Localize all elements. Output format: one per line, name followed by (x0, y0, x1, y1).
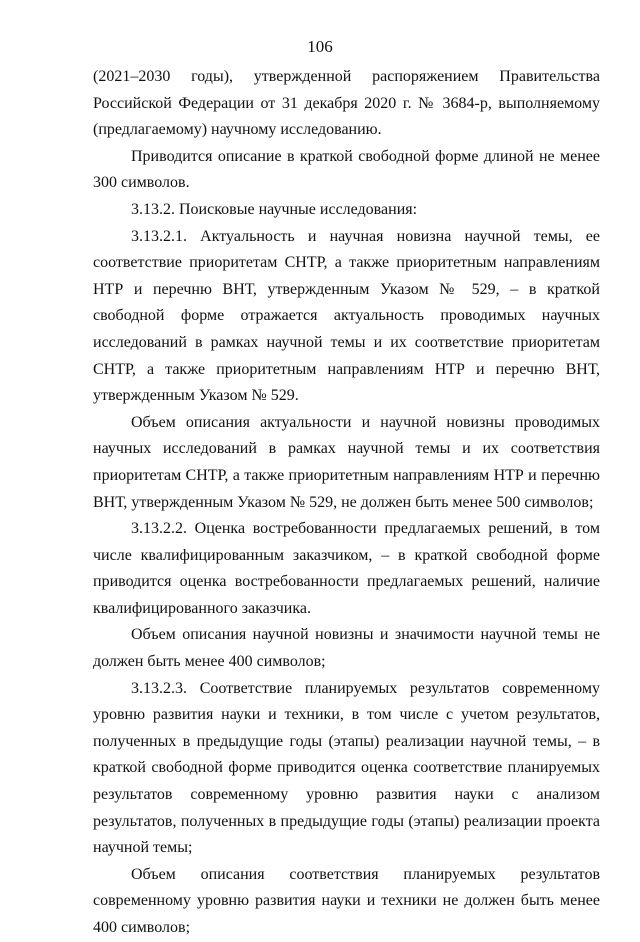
paragraph: Объем описания соответствия планируемых результатов современному уровню развития науки и техники не должен быть менее 400 символов; (93, 865, 600, 936)
paragraph: 3.13.2.2. Оценка востребованности предлагаемых решений, в том числе квалифицированным заказчиком, – в краткой свободной форме приводится оценка востребованности предлагаемых решений, наличие квалифицированного заказчика. (93, 520, 600, 617)
body-text (93, 64, 600, 942)
section-heading: 3.13.2. Поисковые научные исследования: (131, 200, 418, 218)
paragraph: (2021–2030 годы), утвержденной распоряжением Правительства Российской Федерации от 31 декабря 2020 г. № 3684-р, выполняемому (предлагаемому) научному исследованию. (93, 68, 600, 139)
paragraph: 3.13.2.3. Соответствие планируемых результатов современному уровню развития науки и техники, в том числе с учетом результатов, полученных в предыдущие годы (этапы) реализации научной темы, – в краткой свободной форме приводится оценка соответствие планируемых результатов современному уровню развития науки с анализом результатов, полученных в предыдущие годы (этапы) реализации проекта научной темы; (93, 679, 600, 857)
paragraph: Объем описания научной новизны и значимости научной темы не должен быть менее 400 символов; (93, 626, 600, 671)
page-number: 106 (307, 37, 333, 56)
paragraph: 3.13.2.1. Актуальность и научная новизна научной темы, ее соответствие приоритетам СНТР, а также приоритетным направлениям НТР и перечню ВНТ, утвержденным Указом № 529, – в краткой свободной форме отражается актуальность проводимых научных исследований в рамках научной темы и их соответствие приоритетам СНТР, а также приоритетным направлениям НТР и перечню ВНТ, утвержденным Указом № 529. (93, 227, 600, 405)
paragraph: Объем описания актуальности и научной новизны проводимых научных исследований в рамках научной темы и их соответствия приоритетам СНТР, а также приоритетным направлениям НТР и перечню ВНТ, утвержденным Указом № 529, не должен быть менее 500 символов; (93, 413, 600, 511)
paragraph: Приводится описание в краткой свободной форме длиной не менее 300 символов. (93, 147, 600, 192)
